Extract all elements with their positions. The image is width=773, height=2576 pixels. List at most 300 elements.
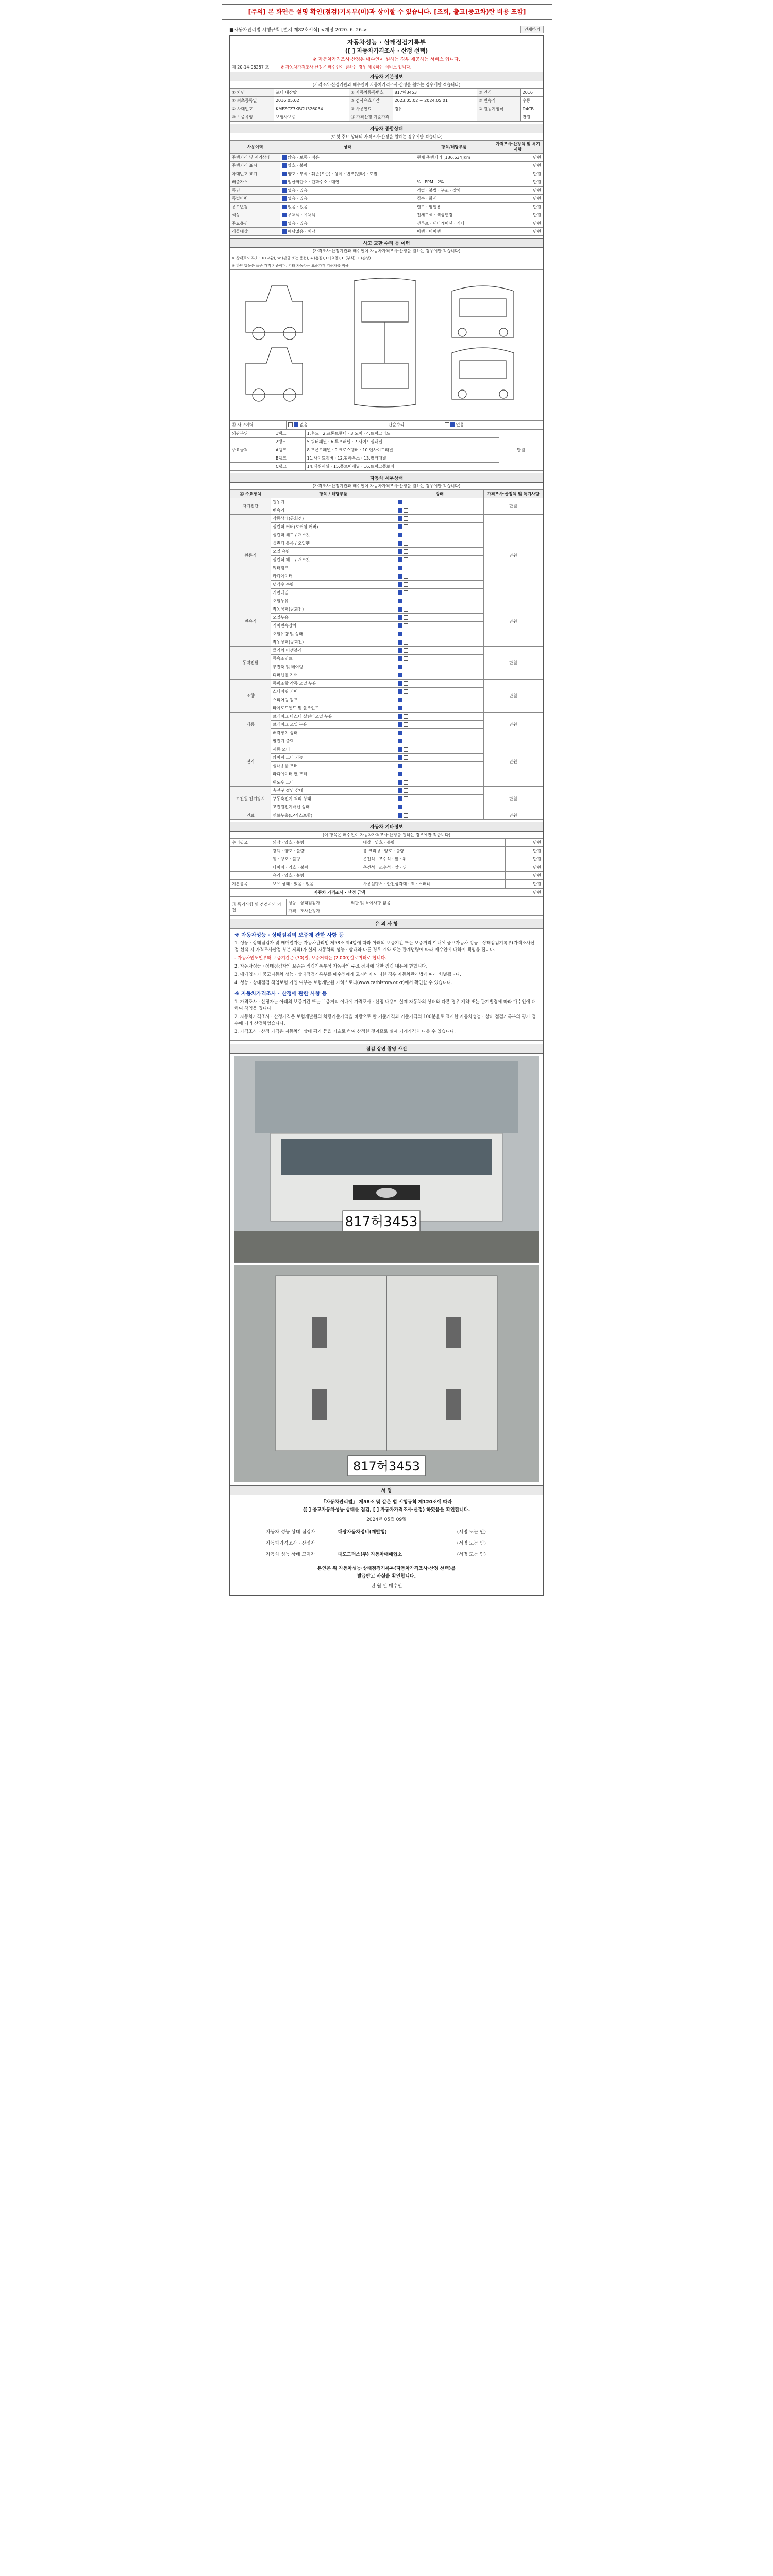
accident-label: ⑳ 사고이력: [230, 421, 287, 429]
detail-group: 전기: [230, 737, 271, 787]
truck-front-image: [234, 1056, 539, 1262]
total-table: [230, 888, 543, 897]
detail-status: [396, 745, 483, 754]
total-value: 만원: [449, 889, 543, 897]
notice-banner: [주의] 본 화면은 설명 확인(점검)기록부(미)과 상이할 수 있습니다. [조회, 출고(중고차)란 비용 포함]: [222, 4, 552, 20]
status-bad-check[interactable]: [404, 640, 408, 645]
status-good-check[interactable]: [398, 533, 402, 537]
status-good-check[interactable]: [398, 698, 402, 702]
detail-status: [396, 787, 483, 795]
state-cell-text: 만원: [533, 221, 541, 226]
state-price: [493, 219, 543, 228]
etc-price: 만원: [506, 855, 543, 863]
detail-item: 변속기: [271, 506, 396, 515]
detail-item: 오일누유: [271, 614, 396, 622]
status-good-check[interactable]: [398, 566, 402, 570]
detail-status: [396, 523, 483, 531]
status-good-check[interactable]: [398, 722, 402, 727]
special-table: [230, 899, 543, 916]
status-bad-check[interactable]: [404, 731, 408, 735]
status-bad-check[interactable]: [404, 648, 408, 653]
status-bad-check[interactable]: [404, 582, 408, 587]
status-good-check[interactable]: [398, 508, 402, 513]
basic-sub: (가격조사·산정기관과 매수인이 자동차가격조사·산정을 원하는 경우에만 적습니다): [230, 81, 543, 88]
state-item: [230, 178, 280, 187]
detail-group: 원동기: [230, 515, 271, 597]
record-memo: ※ 자동차가격조사·산정은 매수인이 원하는 경우 제공하는 서비스 입니다.: [280, 65, 412, 70]
rear-photo: [234, 1265, 539, 1482]
state-check[interactable]: [282, 229, 287, 234]
state-part: [415, 228, 493, 236]
etc-row: [230, 847, 543, 855]
detail-status: [396, 754, 483, 762]
basic-value: D4CB: [520, 105, 543, 113]
frame-rank: C랭크: [274, 463, 305, 471]
sign-date: 2024년 05월 09일: [366, 1517, 407, 1522]
state-status: [280, 178, 415, 187]
frame-group: [230, 454, 274, 463]
status-good-check[interactable]: [398, 524, 402, 529]
etc-group: 수리필요: [230, 839, 271, 847]
status-bad-check[interactable]: [404, 574, 408, 579]
performance-line-2: - 자동차인도일부터 보증기간은 (30)일, 보증거리는 (2,000)킬로미터로 합니다.: [234, 956, 386, 961]
detail-group: 조향: [230, 680, 271, 713]
basic-value: 수동: [520, 97, 543, 105]
status-good-check[interactable]: [398, 632, 402, 636]
status-bad-check[interactable]: [404, 623, 408, 628]
front-photo: [234, 1056, 539, 1263]
status-good-check[interactable]: [398, 805, 402, 809]
etc-item-a: 보유 상태 · 있음 · 없음: [271, 880, 361, 888]
state-cell-text: 없음 · 있음: [288, 221, 308, 226]
state-check[interactable]: [282, 163, 287, 168]
state-part: [415, 211, 493, 219]
state-cell-text: 특별이력: [232, 196, 248, 201]
sign-table: [230, 1526, 543, 1560]
state-item: [230, 195, 280, 203]
frame-parts: 11.사이드멤버 · 12.휠하우스 · 13.필러패널: [305, 454, 499, 463]
state-cell-text: 양호 · 부식 · 훼손(오손) · 상이 · 변조(변타) · 도말: [288, 172, 378, 176]
detail-group: 고전원 전기장치: [230, 787, 271, 811]
etc-price: 만원: [506, 847, 543, 855]
detail-col-header: 가격조사·산정액 및 특기사항: [483, 490, 543, 498]
status-good-check[interactable]: [398, 673, 402, 677]
etc-item-a: 유리 · 양호 · 불량: [271, 872, 361, 880]
state-col-header: 항목/해당부품: [415, 141, 493, 154]
state-status: [280, 162, 415, 170]
state-check[interactable]: [282, 213, 287, 217]
status-good-check[interactable]: [398, 582, 402, 587]
status-good-check[interactable]: [398, 739, 402, 743]
state-check[interactable]: [282, 221, 287, 226]
state-col-header: 사용이력: [230, 141, 280, 154]
accident-check[interactable]: [294, 422, 298, 427]
status-bad-check[interactable]: [404, 747, 408, 752]
detail-status: [396, 663, 483, 671]
plate-text: 817허3453: [345, 1214, 418, 1230]
state-cell-text: 만원: [533, 188, 541, 193]
state-status: [280, 219, 415, 228]
state-price: [493, 162, 543, 170]
state-part: [415, 219, 493, 228]
status-good-check[interactable]: [398, 640, 402, 645]
state-item: [230, 211, 280, 219]
status-good-check[interactable]: [398, 689, 402, 694]
appraiser-text: [349, 907, 543, 916]
etc-sub: (이 항목은 매수인이 자동차가격조사·산정을 원하는 경우에만 적습니다): [230, 832, 543, 838]
state-part: [415, 195, 493, 203]
status-bad-check[interactable]: [404, 805, 408, 809]
state-status: [280, 228, 415, 236]
sign-bottom-3: 년 월 일 매수인: [371, 1584, 402, 1589]
detail-item: 구동축전지 격리 상태: [271, 795, 396, 803]
frame-rank: A랭크: [274, 446, 305, 454]
detail-group: 변속기: [230, 597, 271, 647]
state-heading: 자동차 종합상태: [230, 124, 543, 133]
sign-text-2: ([ ] 중고자동차성능·상태를 점검, [ ] 자동차가격조사·산정) 하였음을 확인합니다.: [303, 1507, 470, 1513]
status-good-check[interactable]: [398, 574, 402, 579]
etc-item-a: 외장 · 양호 · 불량: [271, 839, 361, 847]
status-bad-check[interactable]: [404, 673, 408, 677]
frame-group: [230, 438, 274, 446]
top-line: [229, 25, 544, 34]
detail-row: [230, 713, 543, 721]
etc-group: [230, 872, 271, 880]
status-bad-check[interactable]: [404, 714, 408, 719]
state-status: [280, 195, 415, 203]
accident-value: [287, 421, 386, 429]
status-good-check[interactable]: [398, 623, 402, 628]
status-bad-check[interactable]: [404, 772, 408, 776]
detail-item: 라디에이터: [271, 572, 396, 581]
state-cell-text: 만원: [533, 155, 541, 160]
document-note: ※ 자동차가격조사·산정은 매수인이 원하는 경우 제공하는 서비스 입니다.: [313, 57, 460, 62]
basic-table: [230, 88, 543, 122]
status-bad-check[interactable]: [404, 796, 408, 801]
status-good-check[interactable]: [398, 648, 402, 653]
frame-parts: 5.쿼터패널 · 6.루프패널 · 7.사이드실패널: [305, 438, 499, 446]
status-bad-check[interactable]: [404, 566, 408, 570]
sign-text-1: 「자동차관리법」 제58조 및 같은 법 시행규칙 제120조에 따라: [321, 1500, 452, 1505]
state-row: [230, 178, 543, 187]
etc-row: [230, 863, 543, 872]
sign-row: [230, 1526, 543, 1537]
state-cell-text: 해당없음 · 해당: [288, 229, 316, 234]
basic-value: 2016: [520, 89, 543, 97]
state-item: [230, 228, 280, 236]
etc-row: [230, 872, 543, 880]
detail-item: 오일누유: [271, 597, 396, 605]
detail-price: 만원: [483, 515, 543, 597]
etc-group: 기본품목: [230, 880, 271, 888]
status-bad-check[interactable]: [404, 681, 408, 686]
state-item: [230, 187, 280, 195]
price-title: ※ 자동차가격조사 · 산정에 관한 사항 등: [234, 991, 327, 997]
detail-status: [396, 680, 483, 688]
detail-col-header: ⑳ 주요장치: [230, 490, 271, 498]
frame-row: [230, 430, 543, 438]
state-cell-text: 만원: [533, 229, 541, 234]
status-good-check[interactable]: [398, 599, 402, 603]
status-good-check[interactable]: [398, 714, 402, 719]
exterior-heading: 사고 교환 수리 등 이력: [230, 238, 543, 248]
basic-row: [230, 105, 543, 113]
status-good-check[interactable]: [398, 557, 402, 562]
state-part: [415, 178, 493, 187]
accident-none-check[interactable]: [288, 422, 293, 427]
etc-group: [230, 863, 271, 872]
sign-mark: (서명 또는 인): [457, 1540, 486, 1546]
status-bad-check[interactable]: [404, 780, 408, 785]
simple-none-check[interactable]: [450, 422, 455, 427]
sign-heading: 서 명: [230, 1485, 543, 1495]
detail-status: [396, 515, 483, 523]
status-bad-check[interactable]: [404, 656, 408, 661]
status-good-check[interactable]: [398, 764, 402, 768]
status-bad-check[interactable]: [404, 698, 408, 702]
status-bad-check[interactable]: [404, 689, 408, 694]
status-bad-check[interactable]: [404, 739, 408, 743]
frame-parts: 1.후드 · 2.프론트휀더 · 3.도어 · 4.트렁크리드: [305, 430, 499, 438]
status-bad-check[interactable]: [404, 500, 408, 504]
etc-item-b: 사용설명서 · 안전삼각대 · 잭 · 스패너: [361, 880, 506, 888]
status-bad-check[interactable]: [404, 813, 408, 818]
status-good-check[interactable]: [398, 500, 402, 504]
detail-item: 실린더 블록 / 오일팬: [271, 539, 396, 548]
state-row: [230, 211, 543, 219]
status-good-check[interactable]: [398, 796, 402, 801]
state-status: [280, 211, 415, 219]
basic-value: KMFZCZ7KBGU326034: [274, 105, 349, 113]
status-good-check[interactable]: [398, 656, 402, 661]
etc-table: [230, 838, 543, 888]
detail-item: 오일 유량: [271, 548, 396, 556]
status-good-check[interactable]: [398, 780, 402, 785]
status-bad-check[interactable]: [404, 665, 408, 669]
state-cell-text: 주행거리 및 계기상태: [232, 155, 271, 160]
status-good-check[interactable]: [398, 747, 402, 752]
status-good-check[interactable]: [398, 813, 402, 818]
status-bad-check[interactable]: [404, 706, 408, 710]
basic-label: ① 차명: [230, 89, 274, 97]
state-cell-text: 만원: [533, 213, 541, 217]
frame-parts: 14.대쉬패널 · 15.플로어패널 · 16.트렁크플로어: [305, 463, 499, 471]
document-box: [229, 35, 544, 1596]
frame-rank: 1랭크: [274, 430, 305, 438]
record-number: [230, 64, 543, 72]
basic-value: 포터 내장탑: [274, 89, 349, 97]
truck-rear-image: [234, 1265, 539, 1482]
detail-item: 작동상태(공회전): [271, 638, 396, 647]
detail-row: [230, 737, 543, 745]
status-bad-check[interactable]: [404, 764, 408, 768]
status-bad-check[interactable]: [404, 599, 408, 603]
frame-row: [230, 446, 543, 454]
document-title: 자동차성능 · 상태점검기록부: [347, 39, 426, 46]
detail-price: 만원: [483, 680, 543, 713]
basic-label: ④ 최초등록일: [230, 97, 274, 105]
state-price: [493, 170, 543, 178]
state-part: [415, 170, 493, 178]
state-cell-text: 침수 · 화재: [416, 196, 437, 201]
detail-status: [396, 696, 483, 704]
inspector-label: 성능 · 상태점검자: [287, 899, 349, 907]
state-cell-text: 이행 · 미이행: [416, 229, 441, 234]
basic-value: 817허3453: [393, 89, 477, 97]
basic-value: 보험사보증: [274, 113, 349, 122]
detail-group: 자기진단: [230, 498, 271, 515]
detail-status: [396, 622, 483, 630]
performance-title: ※ 자동차성능 · 상태점검의 보증에 관한 사항 등: [234, 933, 344, 938]
status-good-check[interactable]: [398, 788, 402, 793]
sign-name: [337, 1537, 456, 1548]
state-col-header: 상태: [280, 141, 415, 154]
state-cell-text: 전체도색 · 색상변경: [416, 213, 453, 217]
detail-item: 동력조향 작동 오일 누유: [271, 680, 396, 688]
status-bad-check[interactable]: [404, 607, 408, 612]
detail-status: [396, 721, 483, 729]
etc-price: 만원: [506, 880, 543, 888]
detail-item: 와이퍼 모터 기능: [271, 754, 396, 762]
sign-row: [230, 1537, 543, 1548]
status-bad-check[interactable]: [404, 524, 408, 529]
detail-item: 발전기 출력: [271, 737, 396, 745]
status-good-check[interactable]: [398, 665, 402, 669]
state-row: [230, 170, 543, 178]
state-cell-text: 적법 · 불법 · 구조 · 장치: [416, 188, 461, 193]
etc-item-b: 운전석 · 조수석 · 앞 · 뒤: [361, 855, 506, 863]
simple-label: 단순수리: [386, 421, 443, 429]
status-good-check[interactable]: [398, 681, 402, 686]
status-good-check[interactable]: [398, 549, 402, 554]
print-button[interactable]: 인쇄하기: [520, 26, 544, 33]
car-outline-svg: [230, 270, 544, 419]
state-part: [415, 154, 493, 162]
state-cell-text: 양호 · 불량: [288, 163, 308, 168]
simple-check[interactable]: [445, 422, 449, 427]
basic-label: ⑩ 보증유형: [230, 113, 274, 122]
detail-item: 커먼레일: [271, 589, 396, 597]
status-bad-check[interactable]: [404, 632, 408, 636]
detail-status: [396, 581, 483, 589]
detail-group: 제동: [230, 713, 271, 737]
status-bad-check[interactable]: [404, 549, 408, 554]
state-cell-text: 배출가스: [232, 180, 248, 184]
etc-price: 만원: [506, 863, 543, 872]
status-good-check[interactable]: [398, 615, 402, 620]
inspection-document: [229, 25, 544, 1596]
status-bad-check[interactable]: [404, 590, 408, 595]
state-cell-text: 없음 · 있음: [288, 205, 308, 209]
detail-item: 브레이크 오일 누유: [271, 721, 396, 729]
status-good-check[interactable]: [398, 516, 402, 521]
status-good-check[interactable]: [398, 541, 402, 546]
etc-item-b: 운전석 · 조수석 · 앞 · 뒤: [361, 863, 506, 872]
detail-price: 만원: [483, 498, 543, 515]
basic-row: [230, 113, 543, 122]
detail-item: 디퍼렌셜 기어: [271, 671, 396, 680]
detail-status: [396, 688, 483, 696]
status-good-check[interactable]: [398, 755, 402, 760]
etc-heading: 자동차 기타정보: [230, 822, 543, 832]
state-price: [493, 178, 543, 187]
state-part: [415, 203, 493, 211]
status-bad-check[interactable]: [404, 516, 408, 521]
detail-status: [396, 572, 483, 581]
sign-row: [230, 1548, 543, 1560]
detail-row: [230, 498, 543, 506]
etc-item-a: 휠 · 양호 · 불량: [271, 855, 361, 863]
status-good-check[interactable]: [398, 731, 402, 735]
state-check[interactable]: [282, 155, 287, 160]
sign-mark: (서명 또는 인): [457, 1529, 486, 1535]
state-check[interactable]: [282, 180, 287, 184]
status-good-check[interactable]: [398, 772, 402, 776]
state-item: [230, 203, 280, 211]
status-good-check[interactable]: [398, 607, 402, 612]
state-cell-text: 렌트 · 영업용: [416, 205, 441, 209]
status-bad-check[interactable]: [404, 508, 408, 513]
detail-item: 오일유량 및 상태: [271, 630, 396, 638]
detail-status: [396, 638, 483, 647]
sign-role: 자동차가격조사 · 산정자: [266, 1540, 315, 1546]
detail-col-header: 항목 / 해당부품: [271, 490, 396, 498]
detail-status: [396, 803, 483, 811]
sign-mark: (서명 또는 인): [457, 1552, 486, 1557]
etc-item-a: 광택 · 양호 · 불량: [271, 847, 361, 855]
exterior-sub: (가격조사·산정기관과 매수인이 자동차가격조사·산정을 원하는 경우에만 적습니다): [230, 248, 543, 255]
status-good-check[interactable]: [398, 590, 402, 595]
state-cell-text: 없음 · 있음: [288, 196, 308, 201]
sign-bottom-1: 본인은 위 자동차성능·상태점검기록부(자동차가격조사·산정 선택)를: [317, 1566, 456, 1571]
state-check[interactable]: [282, 196, 287, 201]
detail-group: 동력전달: [230, 647, 271, 680]
frame-row: [230, 463, 543, 471]
warranty-heading: 유 의 사 항: [230, 919, 543, 928]
state-cell-text: 차대번호 표기: [232, 172, 257, 176]
status-bad-check[interactable]: [404, 557, 408, 562]
state-check[interactable]: [282, 188, 287, 193]
status-bad-check[interactable]: [404, 788, 408, 793]
detail-status: [396, 498, 483, 506]
basic-label: ⑪ 가격산정 기준가격: [349, 113, 393, 122]
status-bad-check[interactable]: [404, 541, 408, 546]
detail-item: 실린더 헤드 / 개스킷: [271, 531, 396, 539]
detail-sub: (가격조사·산정기관과 매수인이 자동차가격조사·산정을 원하는 경우에만 적습니다): [230, 483, 543, 489]
detail-row: [230, 597, 543, 605]
performance-line-1: 1. 성능 · 상태점검자 및 매매업자는 자동차관리법 제58조 제4항에 따라 아래의 보증기간 또는 보증거리 이내에 중고자동차 성능 · 상태점검기록부(가격조사산정 선택 시 가격조사산정 부분 제외)가 실제 자동차의 성능 · 상태와 다른 경우 계약 또는 관계법령에 따라 매수인에 대하여 책임을 집니다.: [234, 941, 535, 953]
state-check[interactable]: [282, 205, 287, 209]
state-cell-text: % · PPM · 2%: [416, 180, 444, 184]
status-bad-check[interactable]: [404, 533, 408, 537]
state-price: [493, 228, 543, 236]
detail-item: 실내송풍 모터: [271, 762, 396, 770]
status-bad-check[interactable]: [404, 615, 408, 620]
state-status: [280, 170, 415, 178]
detail-item: 실린더 커버(로커암 커버): [271, 523, 396, 531]
sign-role: 자동차 성능 상태 고지자: [266, 1552, 315, 1557]
vehicle-diagram: [230, 270, 543, 420]
state-cell-text: 만원: [533, 205, 541, 209]
state-cell-text: 만원: [533, 163, 541, 168]
state-row: [230, 187, 543, 195]
status-bad-check[interactable]: [404, 755, 408, 760]
frame-group: [230, 463, 274, 471]
state-check[interactable]: [282, 172, 287, 176]
status-bad-check[interactable]: [404, 722, 408, 727]
status-good-check[interactable]: [398, 706, 402, 710]
basic-value: [393, 113, 477, 122]
